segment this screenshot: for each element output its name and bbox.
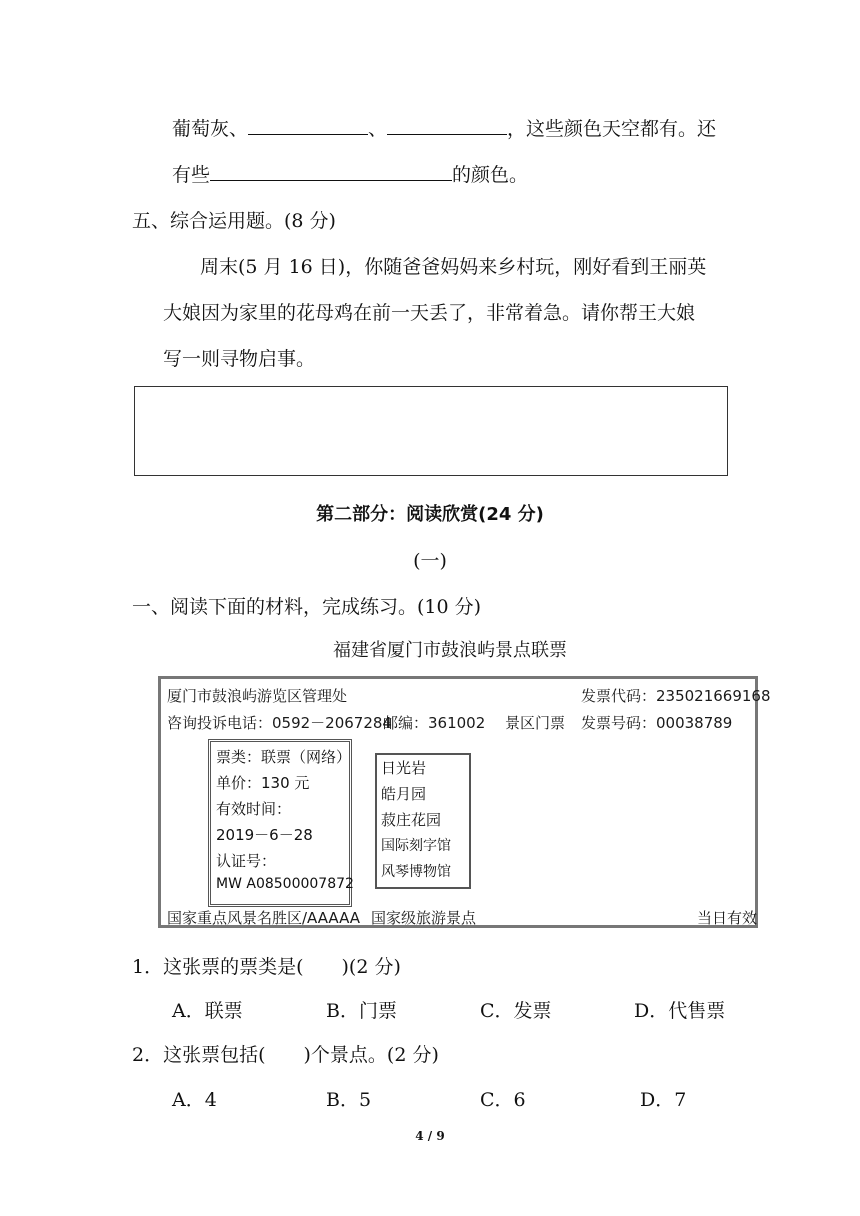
ticket-spots-box [375,753,471,889]
ticket-title: 福建省厦门市鼓浪屿景点联票 [333,640,567,661]
option-b[interactable]: B．门票 [326,1000,397,1022]
ticket-footer-mid: 国家级旅游景点 [371,909,477,927]
ticket-footer-left: 国家重点风景名胜区/AAAAA [167,909,361,927]
ticket-issuer: 厦门市鼓浪屿游览区管理处 [167,687,348,705]
ticket-info-line: 单价：130 元 [216,774,310,792]
paragraph-line: 大娘因为家里的花母鸡在前一天丢了，非常着急。请你帮王大娘 [163,302,696,324]
option-c[interactable]: C．发票 [480,1000,552,1022]
ticket-info-line: 认证号： [216,852,277,870]
option-a[interactable]: A．4 [172,1089,217,1111]
ticket-info-line: 有效时间： [216,800,292,818]
part-subtitle: (一) [413,550,447,572]
ticket-info-line: MW A08500007872 [216,876,354,892]
text-fragment: 葡萄灰、 [172,118,249,140]
ticket-phone: 咨询投诉电话：0592－2067284 [167,714,392,732]
ticket-type-label: 景区门票 [505,714,566,732]
spot-name: 日光岩 [381,759,427,777]
option-d[interactable]: D．7 [640,1089,687,1111]
fill-line-2 [172,160,528,187]
option-c[interactable]: C．6 [480,1089,526,1111]
answer-blank[interactable] [248,116,368,135]
question-heading: 一、阅读下面的材料，完成练习。(10 分) [132,596,482,618]
answer-blank[interactable] [387,116,507,135]
spot-name: 风琴博物馆 [381,864,451,880]
ticket-info-box [208,739,352,907]
ticket-footer-right: 当日有效 [697,909,758,927]
writing-answer-box[interactable] [134,386,728,476]
option-b[interactable]: B．5 [326,1089,372,1111]
spot-name: 菽庄花园 [381,811,442,829]
ticket-invoice-number: 发票号码：00038789 [581,714,733,732]
ticket-invoice-code: 发票代码：235021669168 [581,687,771,705]
page-number: 4 / 9 [415,1129,445,1143]
question-stem: 1．这张票的票类是( )(2 分) [132,956,401,978]
part-title: 第二部分：阅读欣赏(24 分) [316,504,544,525]
answer-blank[interactable] [210,162,452,181]
ticket-postcode: 邮编：361002 [383,714,486,732]
question-stem: 2．这张票包括( )个景点。(2 分) [132,1044,439,1066]
ticket-info-line: 2019－6－28 [216,826,313,844]
text-fragment: 的颜色。 [452,164,529,186]
option-a[interactable]: A．联票 [172,1000,243,1022]
text-fragment: ，这些颜色天空都有。还 [507,118,717,140]
paragraph-line: 周末(5 月 16 日)，你随爸爸妈妈来乡村玩，刚好看到王丽英 [200,256,707,278]
text-fragment: 有些 [172,164,211,186]
section-heading: 五、综合运用题。(8 分) [132,210,336,232]
fill-line-1 [172,114,716,141]
ticket-image [158,676,771,928]
ticket-info-line: 票类：联票（网络） [216,748,352,766]
paragraph-line: 写一则寻物启事。 [163,348,316,370]
spot-name: 皓月园 [381,785,427,803]
option-d[interactable]: D．代售票 [634,1000,726,1022]
text-fragment: 、 [368,118,388,140]
spot-name: 国际刻字馆 [381,838,451,854]
